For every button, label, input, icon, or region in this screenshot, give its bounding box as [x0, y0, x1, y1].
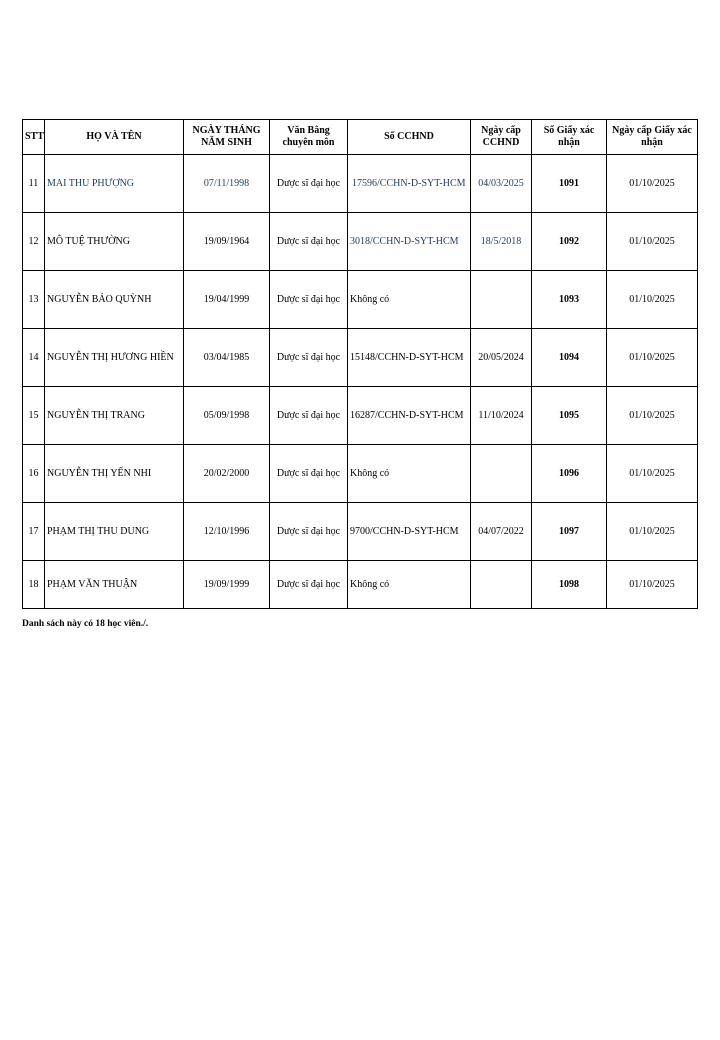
cell-degree: Dược sĩ đại học — [270, 271, 348, 329]
student-roster-table — [22, 119, 698, 609]
cell-dob: 19/04/1999 — [184, 271, 270, 329]
cell-cert-no: 1094 — [532, 329, 607, 387]
header-cchnd: Số CCHND — [348, 120, 471, 155]
cell-cert-date: 01/10/2025 — [607, 503, 698, 561]
header-cchnd-date: Ngày cấp CCHND — [471, 120, 532, 155]
table-row — [23, 329, 698, 387]
cell-cert-no: 1097 — [532, 503, 607, 561]
cell-dob: 19/09/1964 — [184, 213, 270, 271]
table-body — [23, 155, 698, 609]
cell-name: PHẠM VĂN THUẬN — [45, 561, 184, 609]
cell-name: MÔ TUỆ THƯỜNG — [45, 213, 184, 271]
cell-cchnd-date: 18/5/2018 — [471, 213, 532, 271]
cell-name: NGUYỄN THỊ TRANG — [45, 387, 184, 445]
table-row — [23, 155, 698, 213]
cell-stt: 18 — [23, 561, 45, 609]
table-header — [23, 120, 698, 155]
cell-cchnd: 9700/CCHN-D-SYT-HCM — [348, 503, 471, 561]
cell-stt: 12 — [23, 213, 45, 271]
cell-cchnd-date: 04/07/2022 — [471, 503, 532, 561]
cell-degree: Dược sĩ đại học — [270, 155, 348, 213]
cell-dob: 07/11/1998 — [184, 155, 270, 213]
cell-name: PHẠM THỊ THU DUNG — [45, 503, 184, 561]
cell-dob: 19/09/1999 — [184, 561, 270, 609]
table-row — [23, 271, 698, 329]
cell-stt: 14 — [23, 329, 45, 387]
cell-cchnd: Không có — [348, 445, 471, 503]
header-cert-no: Số Giấy xác nhận — [532, 120, 607, 155]
header-stt: STT — [23, 120, 45, 155]
table-row — [23, 445, 698, 503]
cell-dob: 05/09/1998 — [184, 387, 270, 445]
cell-cert-no: 1095 — [532, 387, 607, 445]
cell-cert-date: 01/10/2025 — [607, 155, 698, 213]
cell-cchnd-date: 20/05/2024 — [471, 329, 532, 387]
cell-degree: Dược sĩ đại học — [270, 387, 348, 445]
cell-dob: 12/10/1996 — [184, 503, 270, 561]
cell-dob: 20/02/2000 — [184, 445, 270, 503]
cell-cert-date: 01/10/2025 — [607, 271, 698, 329]
header-degree: Văn Bằng chuyên môn — [270, 120, 348, 155]
cell-stt: 16 — [23, 445, 45, 503]
cell-cchnd-date — [471, 445, 532, 503]
cell-cert-date: 01/10/2025 — [607, 387, 698, 445]
cell-cchnd-date: 04/03/2025 — [471, 155, 532, 213]
cell-cchnd: 15148/CCHN-D-SYT-HCM — [348, 329, 471, 387]
cell-name: NGUYỄN THỊ HƯƠNG HIỀN — [45, 329, 184, 387]
table-row — [23, 387, 698, 445]
cell-degree: Dược sĩ đại học — [270, 503, 348, 561]
roster-count-note: Danh sách này có 18 học viên./. — [22, 619, 149, 629]
cell-cchnd: 3018/CCHN-D-SYT-HCM — [348, 213, 471, 271]
header-dob: NGÀY THÁNG NĂM SINH — [184, 120, 270, 155]
cell-cchnd: Không có — [348, 271, 471, 329]
cell-cert-no: 1096 — [532, 445, 607, 503]
cell-cchnd-date: 11/10/2024 — [471, 387, 532, 445]
header-cert-date: Ngày cấp Giấy xác nhận — [607, 120, 698, 155]
cell-cchnd: Không có — [348, 561, 471, 609]
cell-degree: Dược sĩ đại học — [270, 445, 348, 503]
cell-stt: 15 — [23, 387, 45, 445]
cell-stt: 17 — [23, 503, 45, 561]
cell-cert-no: 1092 — [532, 213, 607, 271]
cell-name: MAI THU PHƯỢNG — [45, 155, 184, 213]
table-row — [23, 561, 698, 609]
header-name: HỌ VÀ TÊN — [45, 120, 184, 155]
cell-cert-date: 01/10/2025 — [607, 445, 698, 503]
cell-stt: 13 — [23, 271, 45, 329]
table-row — [23, 503, 698, 561]
header-row — [23, 120, 698, 155]
cell-name: NGUYỄN BẢO QUỲNH — [45, 271, 184, 329]
cell-degree: Dược sĩ đại học — [270, 561, 348, 609]
cell-stt: 11 — [23, 155, 45, 213]
cell-cert-no: 1098 — [532, 561, 607, 609]
cell-cchnd-date — [471, 561, 532, 609]
cell-dob: 03/04/1985 — [184, 329, 270, 387]
cell-cert-date: 01/10/2025 — [607, 213, 698, 271]
cell-cchnd: 17596/CCHN-D-SYT-HCM — [348, 155, 471, 213]
cell-cchnd: 16287/CCHN-D-SYT-HCM — [348, 387, 471, 445]
cell-degree: Dược sĩ đại học — [270, 329, 348, 387]
table-row — [23, 213, 698, 271]
cell-cert-date: 01/10/2025 — [607, 561, 698, 609]
cell-cert-date: 01/10/2025 — [607, 329, 698, 387]
cell-degree: Dược sĩ đại học — [270, 213, 348, 271]
cell-cchnd-date — [471, 271, 532, 329]
cell-name: NGUYỄN THỊ YẾN NHI — [45, 445, 184, 503]
cell-cert-no: 1093 — [532, 271, 607, 329]
cell-cert-no: 1091 — [532, 155, 607, 213]
